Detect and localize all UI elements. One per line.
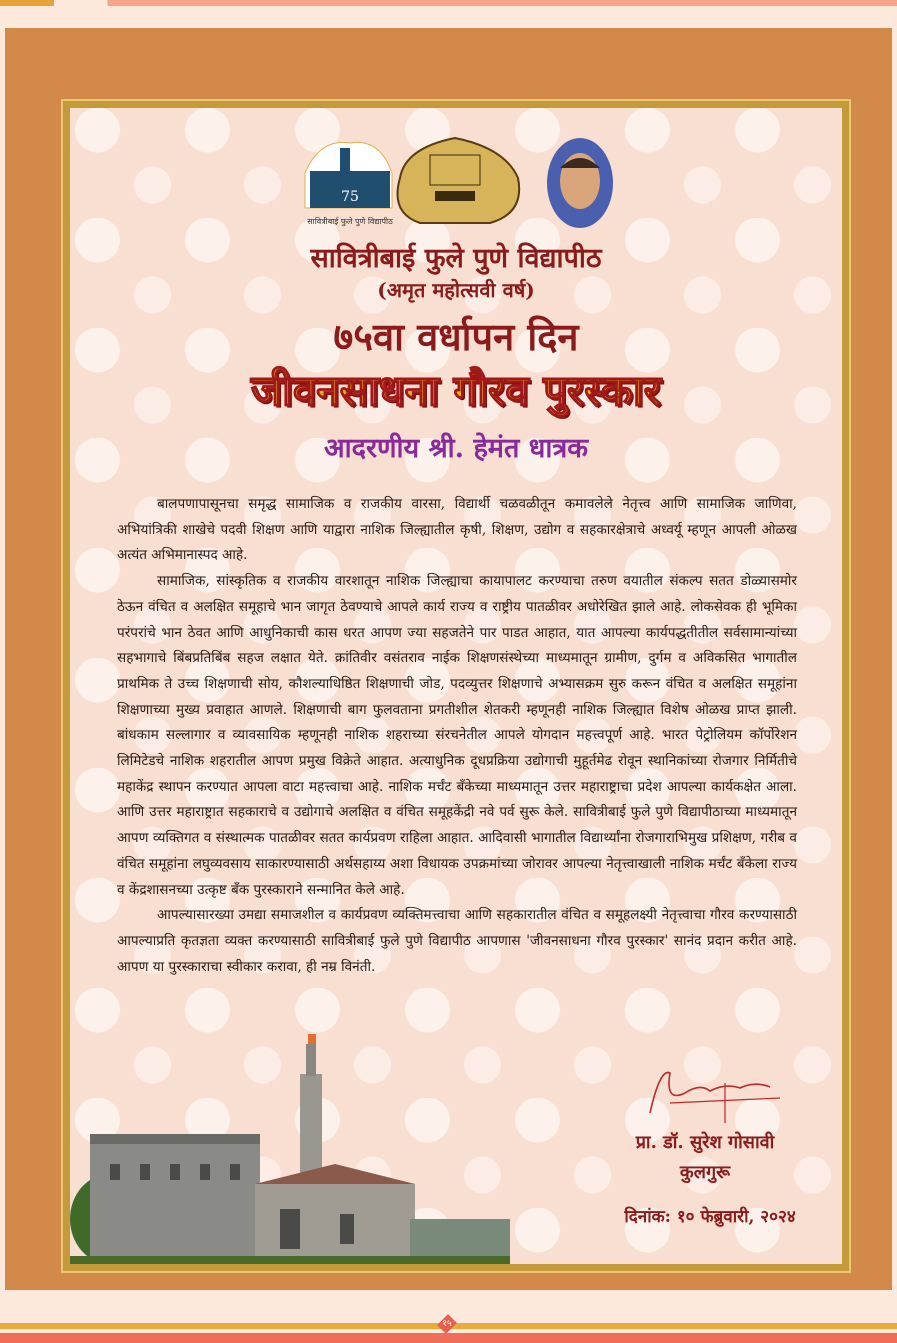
signature — [630, 1063, 810, 1123]
paragraph: आपल्यासारख्या उमद्या समाजशील व कार्यप्रवण व्यक्तिमत्त्वाचा आणि सहकारातील वंचित व समूहलक्ष्यी नेतृत्त्वाचा गौरव करण्यासाठी आपल्याप्रति कृतज्ञता व्यक्त करण्यासाठी सावित्रीबाई फुले पुणे विद्यापीठ आपणास 'जीवनसाधना गौरव पुरस्कार' सानंद प्रदान करीत आहे. आपण या पुरस्काराचा स्वीकार करावा, ही नम्र विनंती. — [117, 907, 797, 975]
university-seal — [398, 138, 520, 223]
paragraph: बालपणापासूनचा समृद्ध सामाजिक व राजकीय वारसा, विद्यार्थी चळवळीतून कमावलेले नेतृत्त्व आणि सामाजिक जाणिवा, अभियांत्रिकी शाखेचे पदवी शिक्षण आणि याद्वारा नाशिक जिल्ह्यातील कृषी, शिक्षण, उद्योग व सहकारक्षेत्राचे अध्वर्यू म्हणून आपली ओळख अत्यंत अभिमानास्पद आहे. — [117, 496, 797, 564]
signatory-title: कुलगुरू — [679, 1162, 731, 1183]
citation-text — [117, 492, 797, 980]
amrut-mahotsav-logo — [305, 142, 393, 227]
award-title: जीवनसाधना गौरव पुरस्कार — [251, 366, 661, 415]
logo-caption: सावित्रीबाई फुले पुणे विद्यापीठ — [307, 217, 393, 226]
university-name: सावित्रीबाई फुले पुणे विद्यापीठ — [310, 243, 602, 274]
university-building-image — [70, 1034, 510, 1264]
logos — [70, 133, 842, 233]
recipient-name: आदरणीय श्री. हेमंत धात्रक — [324, 433, 588, 464]
logo-number: 75 — [341, 189, 359, 205]
paragraph: सामाजिक, सांस्कृतिक व राजकीय वारशातून नाशिक जिल्ह्याचा कायापालट करण्याचा तरुण वयातील संकल्प सतत डोळ्यासमोर ठेऊन वंचित व अलक्षित समूहाचे भान जागृत ठेवण्याचे आपले कार्य राज्य व राष्ट्रीय पातळीवर अधोरेखित झाले आहे. लोकसेवक ही भूमिका परंपरांचे भान ठेवत आणि आधुनिकाची कास धरत आपण ज्या सहजतेने पार पाडत आहात, यात आपल्या कार्यपद्धतीतील सर्वसामान्यांच्या सहभागाचे बिंबप्रतिबिंब सहज लक्षात येते. क्रांतिवीर वसंतराव नाईक शिक्षणसंस्थेच्या माध्यमातून ग्रामीण, दुर्गम व अविकसित भागातील प्राथमिक ते उच्च शिक्षणाची सोय, कौशल्याधिष्ठित शिक्षणाची जोड, पदव्युत्तर शिक्षणाचे अभ्यासक्रम सुरु करून वंचित व अलक्षित समूहांना शिक्षणाच्या मुख्य प्रवाहात आणले. शिक्षणाची बाग फुलवताना प्रगतीशील शेतकरी म्हणूनही नाशिक जिल्ह्यात विशेष ओळख प्राप्त झाली. बांधकाम सल्लागार व व्यावसायिक म्हणूनही नाशिक शहराच्या संरचनेतील आपले योगदान महत्त्वपूर्ण आहे. भारत पेट्रोलियम कॉर्पोरेशन लिमिटेडचे नाशिक शहरातील आपण प्रमुख विक्रेते आहात. अत्याधुनिक दूधप्रक्रिया उद्योगाची मुहूर्तमेढ रोवून स्थानिकांच्या रोजगार निर्मितीचे महाकेंद्र स्थापन करण्यात आपला वाटा महत्त्वाचा आहे. नाशिक मर्चंट बँकेच्या माध्यमातून उत्तर महाराष्ट्राचा प्रदेश आपल्या कार्यकक्षेत आला. आणि उत्तर महाराष्ट्रात सहकाराचे व उद्योगाचे अलक्षित व वंचित समूहकेंद्री नवे पर्व सुरू केले. सावित्रीबाई फुले पुणे विद्यापीठाच्या माध्यमातून आपण व्यक्तिगत व संस्थात्मक पातळीवर सतत कार्यप्रवण राहिला आहात. आदिवासी भागातील विद्यार्थ्यांना रोजगाराभिमुख प्रशिक्षण, गरीब व वंचित समूहांना लघुव्यवसाय साकारण्यासाठी अर्थसहाय्य अशा विधायक उपक्रमांच्या जोरावर आपल्या नेतृत्त्वाखाली नाशिक मर्चंट बँकेला राज्य व केंद्रशासनच्या उत्कृष्ट बँक पुरस्काराने सन्मानित केले आहे. — [117, 573, 797, 898]
certificate — [70, 108, 842, 1264]
signatory — [590, 1128, 820, 1188]
footer-band — [0, 1333, 897, 1343]
page-panel — [5, 28, 892, 1290]
signatory-name: प्रा. डॉ. सुरेश गोसावी — [635, 1132, 775, 1153]
logo-row — [70, 133, 842, 233]
date: दिनांक: १० फेब्रुवारी, २०२४ — [624, 1207, 796, 1227]
subtitle: (अमृत महोत्सवी वर्ष) — [377, 278, 535, 302]
certificate-frame — [63, 101, 849, 1271]
occasion-title: ७५वा वर्धापन दिन — [333, 314, 579, 359]
page-number: १५ — [442, 1319, 452, 1329]
savitribai-phule-portrait — [547, 138, 613, 228]
top-strip — [0, 0, 897, 6]
